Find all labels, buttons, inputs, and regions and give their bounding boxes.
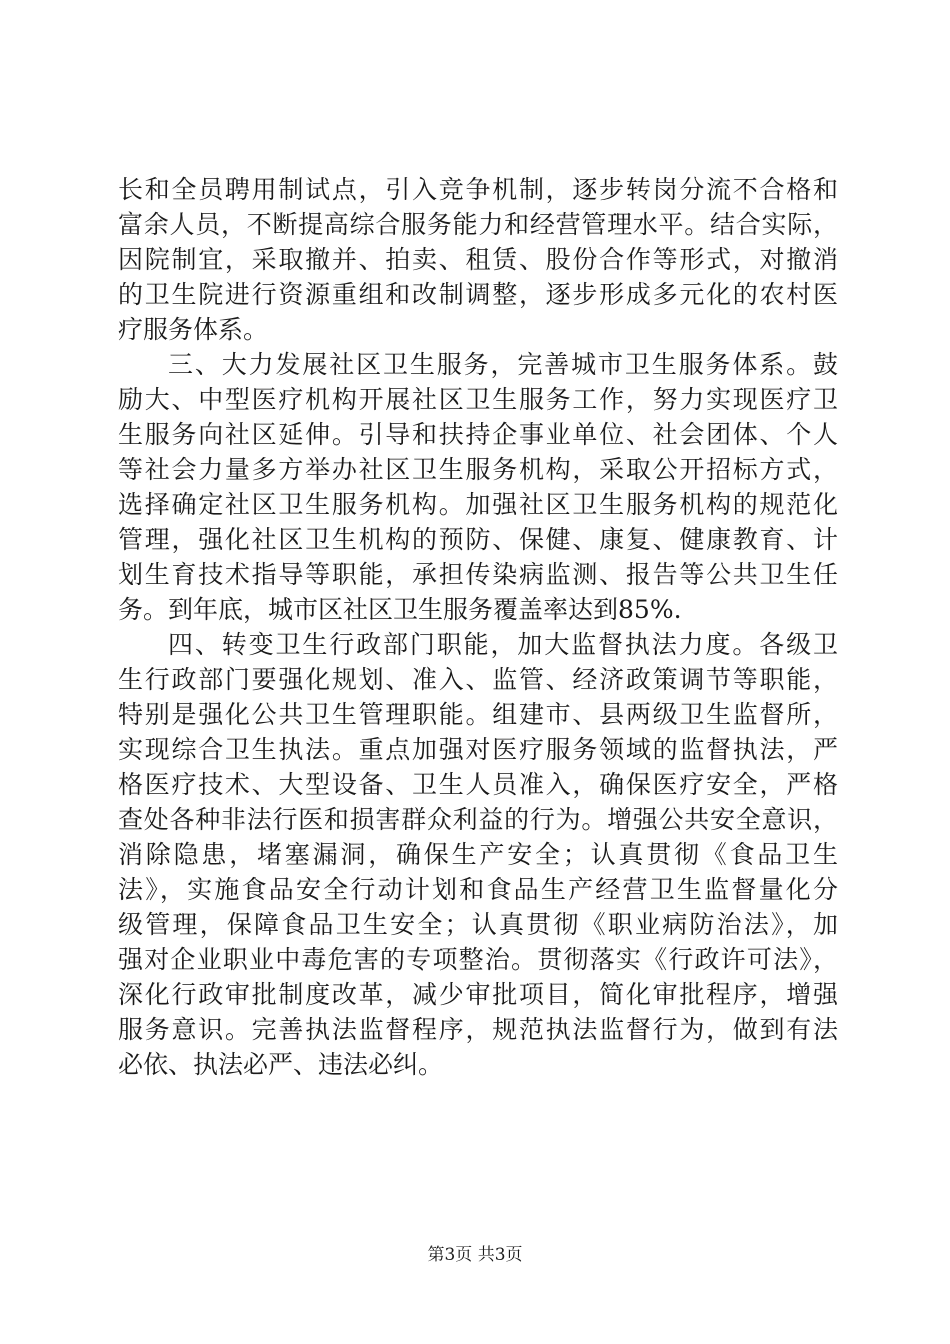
text-line: 三、大力发展社区卫生服务，完善城市卫生服务体系。鼓 xyxy=(168,350,838,379)
paragraph-3 xyxy=(118,627,838,1082)
document-body xyxy=(118,172,838,1082)
text-line: 特别是强化公共卫生管理职能。组建市、县两级卫生监督所， xyxy=(118,700,838,729)
paragraph-2 xyxy=(118,347,838,627)
text-line: 等社会力量多方举办社区卫生服务机构，采取公开招标方式， xyxy=(118,455,838,484)
text-line: 查处各种非法行医和损害群众利益的行为。增强公共安全意识， xyxy=(118,805,838,834)
text-line: 强对企业职业中毒危害的专项整治。贯彻落实《行政许可法》， xyxy=(118,945,838,974)
text-line: 富余人员，不断提高综合服务能力和经营管理水平。结合实际， xyxy=(118,210,838,239)
text-line: 励大、中型医疗机构开展社区卫生服务工作，努力实现医疗卫 xyxy=(118,385,838,414)
text-line: 长和全员聘用制试点，引入竞争机制，逐步转岗分流不合格和 xyxy=(118,175,838,204)
text-line: 生行政部门要强化规划、准入、监管、经济政策调节等职能， xyxy=(118,665,838,694)
text-line: 选择确定社区卫生服务机构。加强社区卫生服务机构的规范化 xyxy=(118,490,838,519)
text-line: 必依、执法必严、违法必纠。 xyxy=(118,1050,444,1079)
text-line: 管理，强化社区卫生机构的预防、保健、康复、健康教育、计 xyxy=(118,525,838,554)
text-line: 疗服务体系。 xyxy=(118,315,269,344)
text-line: 级管理，保障食品卫生安全；认真贯彻《职业病防治法》，加 xyxy=(118,910,838,939)
text-line: 生服务向社区延伸。引导和扶持企事业单位、社会团体、个人 xyxy=(118,420,838,449)
paragraph-1 xyxy=(118,172,838,347)
text-line: 消除隐患，堵塞漏洞，确保生产安全；认真贯彻《食品卫生 xyxy=(118,840,838,869)
text-line: 划生育技术指导等职能，承担传染病监测、报告等公共卫生任 xyxy=(118,560,838,589)
page-footer: 第3页 共3页 xyxy=(427,1245,523,1265)
text-line: 格医疗技术、大型设备、卫生人员准入，确保医疗安全，严格 xyxy=(118,770,838,799)
text-line: 务。到年底，城市区社区卫生服务覆盖率达到85%. xyxy=(118,595,682,624)
text-line: 四、转变卫生行政部门职能，加大监督执法力度。各级卫 xyxy=(168,630,838,659)
text-line: 实现综合卫生执法。重点加强对医疗服务领域的监督执法，严 xyxy=(118,735,838,764)
text-line: 因院制宜，采取撤并、拍卖、租赁、股份合作等形式，对撤消 xyxy=(118,245,838,274)
text-line: 深化行政审批制度改革，减少审批项目，简化审批程序，增强 xyxy=(118,980,838,1009)
text-line: 的卫生院进行资源重组和改制调整，逐步形成多元化的农村医 xyxy=(118,280,838,309)
text-line: 服务意识。完善执法监督程序，规范执法监督行为，做到有法 xyxy=(118,1015,838,1044)
text-line: 法》，实施食品安全行动计划和食品生产经营卫生监督量化分 xyxy=(118,875,838,904)
